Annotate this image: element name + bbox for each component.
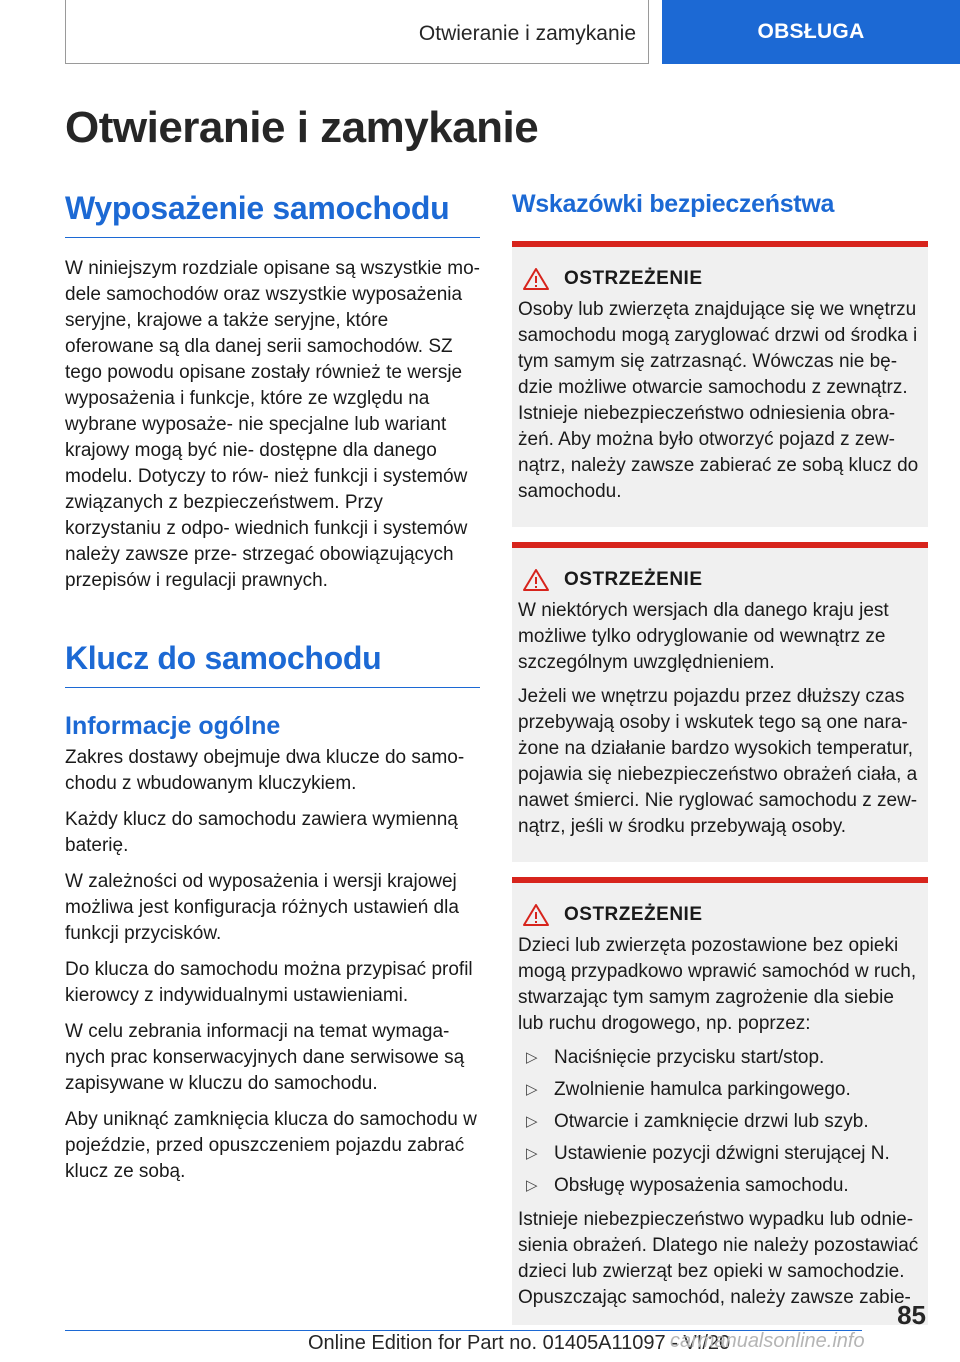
warning-box bbox=[512, 542, 928, 862]
warning-text: Dzieci lub zwierzęta pozostawione bez opieki mogą przypadkowo wprawić samochód w ruch, stwarzając tym samym zagrożenie dla siebie lub ruchu drogowego, np. poprzez: bbox=[518, 935, 917, 1034]
key-paragraph: Każdy klucz do samochodu zawiera wymienną baterię. bbox=[65, 809, 458, 856]
key-paragraph: W zależności od wyposażenia i wersji krajowej możliwa jest konfiguracja różnych ustawień dla funkcji przycisków. bbox=[65, 871, 459, 944]
list-item bbox=[518, 1077, 922, 1103]
triangle-right-outline-icon: ▷ bbox=[526, 1049, 538, 1066]
list-item-text: Otwarcie i zamknięcie drzwi lub szyb. bbox=[554, 1111, 869, 1132]
list-item bbox=[518, 1173, 922, 1199]
warning-label: OSTRZEŻENIE bbox=[564, 268, 703, 289]
triangle-right-outline-icon: ▷ bbox=[526, 1081, 538, 1098]
list-item bbox=[518, 1045, 922, 1071]
header-rule-bottom bbox=[65, 63, 649, 64]
warning-bullet-list bbox=[518, 1045, 922, 1199]
key-paragraph: W celu zebrania informacji na temat wymaga- nych prac konserwacyjnych dane serwisowe są zapisywane w kluczu do samochodu. bbox=[65, 1021, 465, 1094]
warning-box bbox=[512, 877, 928, 1325]
warning-triangle-icon bbox=[522, 267, 550, 291]
list-item-text: Obsługę wyposażenia samochodu. bbox=[554, 1175, 849, 1196]
warning-triangle-icon bbox=[522, 568, 550, 592]
right-column bbox=[512, 190, 928, 1325]
warning-text: Istnieje niebezpieczeństwo wypadku lub odnie- sienia obrażeń. Dlatego nie należy pozostawiać dzieci lub zwierząt bez opieki w samochodzie. Opuszczając samochód, należy zawsze zabie- bbox=[518, 1209, 919, 1308]
warning-triangle-icon bbox=[522, 903, 550, 927]
triangle-right-outline-icon: ▷ bbox=[526, 1145, 538, 1162]
key-heading: Klucz do samochodu bbox=[65, 640, 480, 688]
header-chapter-tab[interactable]: OBSŁUGA bbox=[662, 0, 960, 64]
key-paragraph: Aby uniknąć zamknięcia klucza do samochodu w pojeździe, przed opuszczeniem pojazdu zabrać klucz ze sobą. bbox=[65, 1109, 477, 1182]
warning-box bbox=[512, 241, 928, 527]
list-item bbox=[518, 1141, 922, 1167]
footer-edition: Online Edition for Part no. 01405A11097 - VI/20 bbox=[308, 1332, 731, 1354]
equipment-heading: Wyposażenie samochodu bbox=[65, 190, 480, 238]
key-paragraph: Zakres dostawy obejmuje dwa klucze do samo- chodu z wbudowanym kluczykiem. bbox=[65, 747, 465, 794]
left-column bbox=[65, 190, 480, 1195]
warning-label: OSTRZEŻENIE bbox=[564, 904, 703, 925]
page-number: 85 bbox=[897, 1300, 926, 1330]
header-rule-middle bbox=[648, 0, 649, 64]
warning-text: Osoby lub zwierzęta znajdujące się we wnętrzu samochodu mogą zaryglować drzwi od środka i tym samym się zatrzasnąć. Wówczas nie bę- dzie możliwe otwarcie samochodu z zewnątrz. Istnieje niebezpieczeństwo odniesienia obra- żeń. Aby można było otworzyć pojazd z zew- nątrz, należy zawsze zabierać ze sobą klucz do samochodu. bbox=[518, 299, 919, 502]
list-item-text: Ustawienie pozycji dźwigni sterującej N. bbox=[554, 1143, 890, 1164]
watermark: carmanualsonline.info bbox=[670, 1330, 865, 1352]
warning-text: Jeżeli we wnętrzu pojazdu przez dłuższy czas przebywają osoby i wskutek tego są one nara- żone na działanie bardzo wysokich temperatur, pojawia się niebezpieczeństwo obrażeń ciała, a nawet śmierci. Nie ryglować samochodu z zew- nątrz, jeśli w środku przebywają osoby. bbox=[518, 686, 918, 837]
warning-text: W niektórych wersjach dla danego kraju jest możliwe tylko odryglowanie od wewnątrz ze szczególnym uwzględnieniem. bbox=[518, 600, 889, 673]
list-item bbox=[518, 1109, 922, 1135]
page-title: Otwieranie i zamykanie bbox=[65, 103, 539, 152]
list-item-text: Zwolnienie hamulca parkingowego. bbox=[554, 1079, 851, 1100]
header-section-title: Otwieranie i zamykanie bbox=[418, 22, 636, 45]
triangle-right-outline-icon: ▷ bbox=[526, 1177, 538, 1194]
safety-heading: Wskazówki bezpieczeństwa bbox=[512, 190, 835, 218]
key-paragraph: Do klucza do samochodu można przypisać profil kierowcy z indywidualnymi ustawieniami. bbox=[65, 959, 473, 1006]
equipment-text: W niniejszym rozdziale opisane są wszystkie mo- dele samochodów oraz wszystkie wyposażenia seryjne, krajowe a także seryjne, które oferowane są dla danej serii samochodów. SZ tego powodu opisane zostały również te wersje wyposażenia i funkcje, które ze względu na wybrane wyposaże- nie specjalne lub wariant krajowy mogą być nie- dostępne dla danego modelu. Dotyczy to rów- nież funkcji i systemów związanych z bezpieczeństwem. Przy korzystaniu z odpo- wiednich funkcji i systemów należy zawsze prze- strzegać obowiązujących przepisów i regulacji prawnych. bbox=[65, 258, 480, 591]
triangle-right-outline-icon: ▷ bbox=[526, 1113, 538, 1130]
general-info-heading: Informacje ogólne bbox=[65, 712, 281, 740]
warning-label: OSTRZEŻENIE bbox=[564, 569, 703, 590]
list-item-text: Naciśnięcie przycisku start/stop. bbox=[554, 1047, 825, 1068]
